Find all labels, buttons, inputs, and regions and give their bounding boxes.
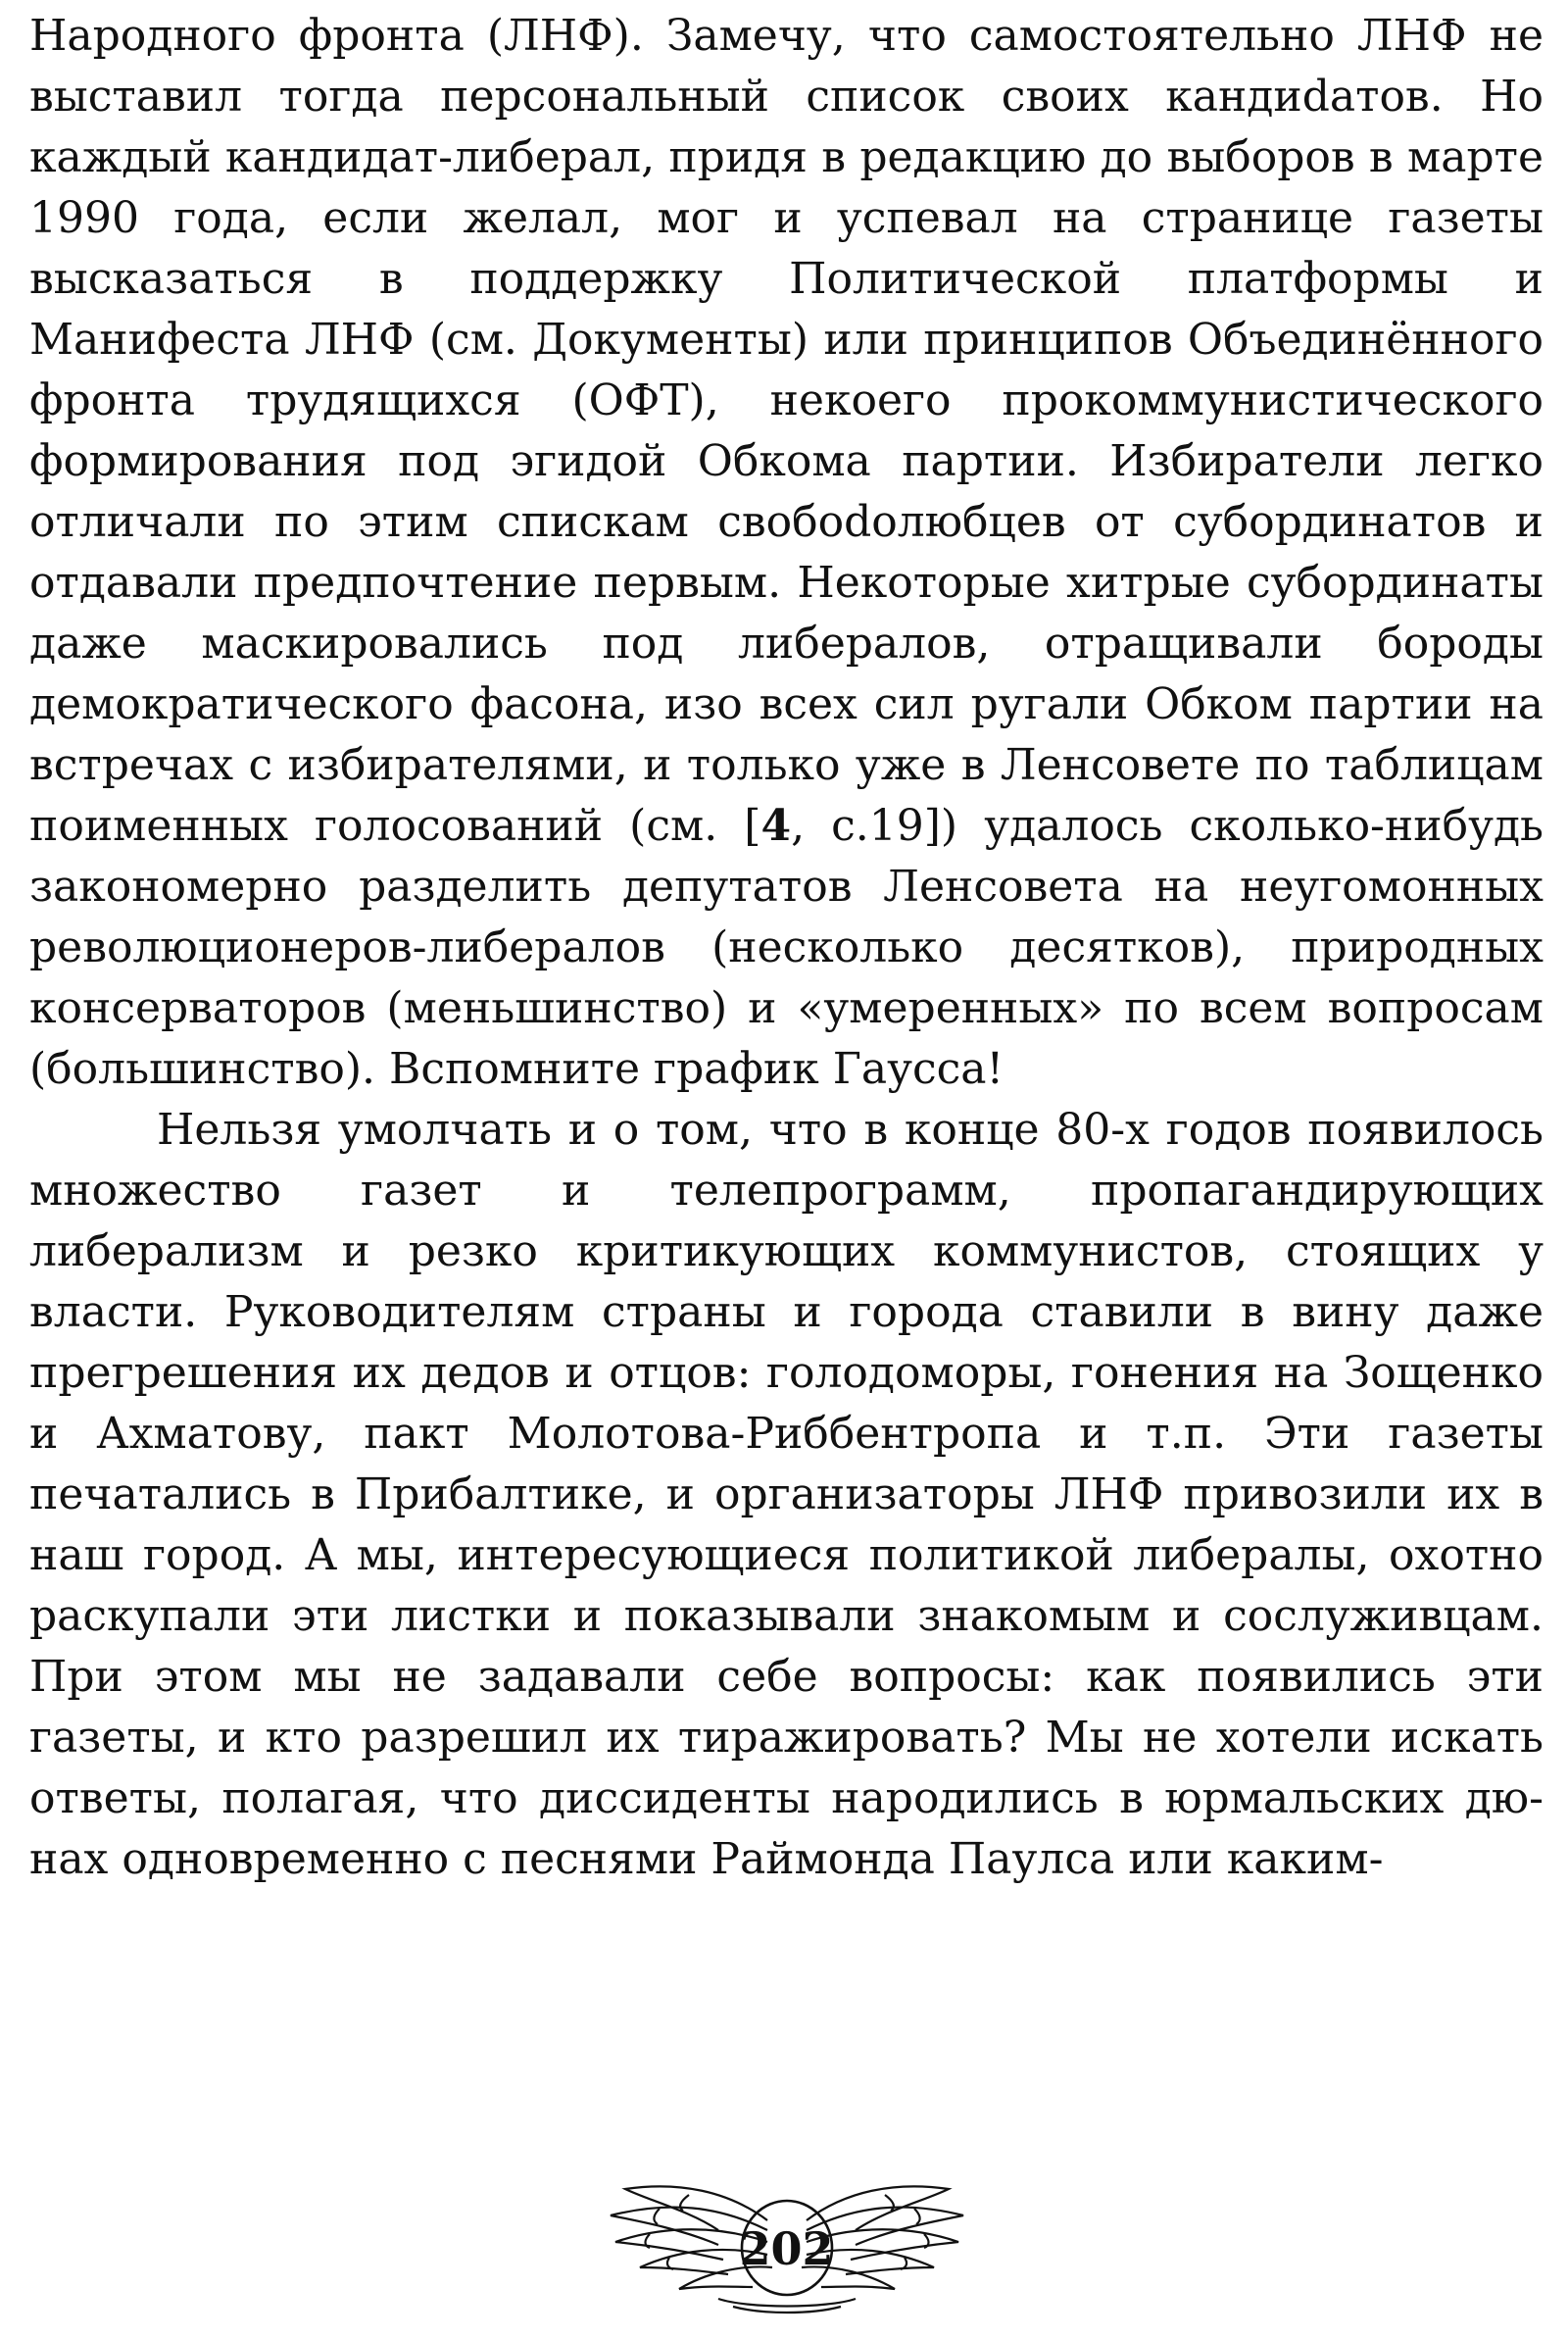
page-number: 202 — [739, 2222, 834, 2275]
reference-number: 4 — [760, 801, 792, 851]
paragraph-2: Нельзя умолчать и о том, что в конце 80-х годов появилось множество газет и телепрограмм, пропагандирующих либерализм и резко критикующих коммунистов, стоящих у власти. Руководителям страны и города ставили в вину даже прегрешения их дедов и отцов: голодоморы, гонения на Зощенко и Ахматову, пакт Молотова-Риббентропа и т.п. Эти газеты печатались в Прибалтике, и организаторы ЛНФ привозили их в наш город. А мы, интересующиеся политикой либералы, охотно раскупали эти листки и показывали знакомым и сослуживцам. При этом мы не задавали себе вопросы: как появились эти газеты, и кто разрешил их тиражировать? Мы не хотели искать ответы, полагая, что диссиденты народились в юрмальских дюнах одновременно с песнями Раймонда Паулса или каким- — [29, 1105, 1544, 1884]
paragraph-1-part-1: Народного фронта (ЛНФ). Замечу, что самостоятельно ЛНФ не выставил тогда персональный список своих кандиdатов. Но каждый кандидат-либерал, придя в редакцию до выборов в марте 1990 года, если желал, мог и успевал на странице газеты высказаться в поддержку Политической платформы и Манифеста ЛНФ (см. Документы) или принципов Объединённого фронта трудящихся (ОФТ), некоего прокоммунистического формирования под эгидой Обкома партии. Избиратели легко отличали по этим спискам свобоdолюбцев от субординатов и отдавали предпочтение первым. Некоторые хитрые субординаты даже маскировались под либералов, отращивали бороды демократического фасона, изо всех сил ругали Обком партии на встречах с избирателями, и только уже в Ленсовете по таблицам поименных голосований (см. [ — [29, 11, 1544, 851]
page-footer — [571, 2162, 1003, 2318]
paragraph-1 — [29, 6, 1544, 1100]
body-text — [29, 0, 1544, 1890]
book-page — [29, 0, 1544, 2338]
paragraph-1-part-2: , с.19]) удалось сколько-нибудь закономерно разделить депутатов Ленсовета на неугомонных революционеров-либералов (несколько десятков), природных консерваторов (меньшинство) и «умеренных» по всем вопросам (большинство). Вспомните график Гаусса! — [29, 801, 1544, 1094]
